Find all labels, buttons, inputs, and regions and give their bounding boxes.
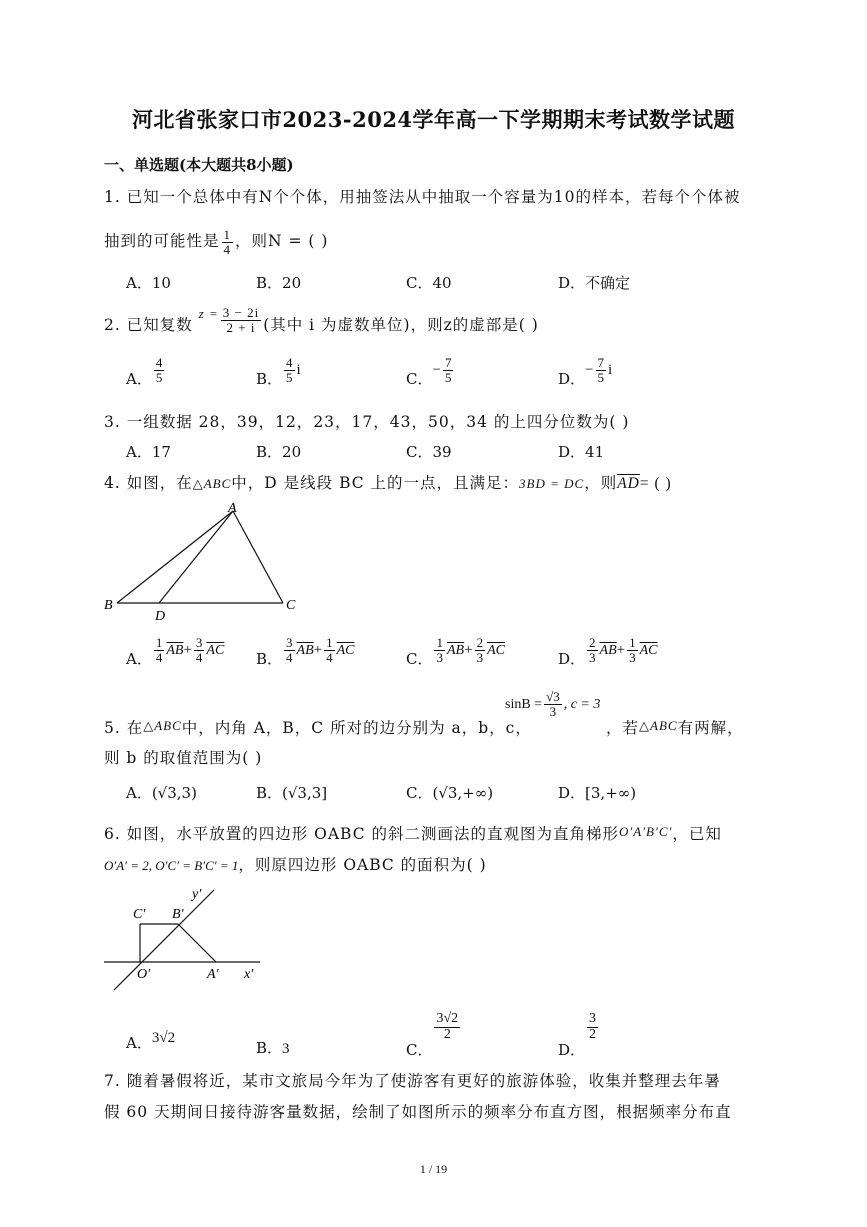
trapezoid-figure — [100, 880, 270, 995]
q2-option-a: A． $\frac{4}{5}$ — [126, 355, 163, 389]
q5-option-c: C．(√3,+∞) — [406, 784, 494, 802]
question-3: 3. 一组数据 28，39，12，23，17，43，50，34 的上四分位数为( ) — [104, 413, 630, 431]
vertex-label-d: D — [155, 609, 166, 624]
q4-option-a: A． $\frac{1}{4}$ $\overline{AB}+$ $\frac{3}{4}$ $\overline{AC}$ — [126, 635, 225, 669]
q6-option-b: B．3 — [256, 1039, 290, 1057]
q1-option-a: A．10 — [126, 274, 171, 292]
q5-option-b: B．(√3,3] — [256, 784, 328, 802]
q2-option-b: B． $\frac{4}{5}$ i — [256, 355, 301, 389]
q1-option-c: C．40 — [406, 274, 452, 292]
q6-option-a: A．3√2 — [126, 1030, 176, 1052]
vertex-label-a: A′ — [207, 967, 219, 982]
q3-option-b: B．20 — [256, 443, 302, 461]
vertex-label-c: C — [286, 598, 296, 613]
q2-option-d: D．− $\frac{7}{5}$ i — [558, 355, 613, 389]
triangle-figure — [100, 500, 310, 625]
q6-option-d: D． $\frac{3}{2}$ — [558, 1011, 597, 1060]
q1-option-b: B．20 — [256, 274, 302, 292]
question-5-line-1-end: ，若△ABC有两解， — [606, 718, 744, 737]
question-7-line-2: 假 60 天期间日接待游客量数据，绘制了如图所示的频率分布直方图，根据频率分布直 — [104, 1103, 732, 1121]
vertex-label-a: A — [228, 501, 237, 516]
axis-label-x: x′ — [244, 967, 254, 982]
q1-option-d: D．不确定 — [558, 274, 631, 292]
vertex-label-o: O′ — [137, 967, 151, 982]
question-6-line-2: O′A′ = 2, O′C′ = B′C′ = 1，则原四边形 OABC 的面积为( ) — [104, 856, 487, 874]
fraction: $\frac{1}{4}$ — [223, 227, 232, 257]
question-1-line-2: 抽到的可能性是 $\frac{1}{4}$ ，则N = ( ) — [104, 227, 329, 257]
question-5-line-2: 则 b 的取值范围为( ) — [104, 749, 263, 767]
q2-option-c: C．− $\frac{7}{5}$ — [406, 355, 452, 389]
q4-option-d: D． $\frac{2}{3}$ $\overline{AB}+$ $\frac{1}{3}$ $\overline{AC}$ — [558, 635, 658, 669]
question-7-line-1: 7. 随着暑假将近，某市文旅局今年为了使游客有更好的旅游体验，收集并整理去年暑 — [104, 1072, 721, 1090]
question-4: 4. 如图，在△ABC中，D 是线段 BC 上的一点，且满足：3BD = DC，则$\overline{AD}=$ ( ) — [104, 474, 672, 492]
q3-option-d: D．41 — [558, 443, 605, 461]
question-6-line-1: 6. 如图，水平放置的四边形 OABC 的斜二测画法的直观图为直角梯形O′A′B′C′，已知 — [104, 824, 722, 843]
question-5-line-1: 5. 在△ABC中，内角 A，B，C 所对的边分别为 a，b，c， — [104, 718, 532, 737]
q6-option-c: C． $\frac{3√2}{2}$ — [406, 1011, 459, 1060]
q5-option-a: A．(√3,3) — [126, 784, 197, 802]
q5-condition: sinB = $\frac{√3}{3}$ , c = 3 — [505, 689, 601, 719]
q5-option-d: D．[3,+∞) — [558, 784, 637, 802]
q3-option-c: C．39 — [406, 443, 452, 461]
axis-label-y: y′ — [192, 887, 202, 902]
fraction: $\frac{√3}{3}$ — [546, 689, 560, 719]
question-2: 2. 已知复数 $^{z =}$ $\frac{3 - 2i}{2 + i}$ (其中 i 为虚数单位)，则z的虚部是( ) — [104, 305, 539, 335]
q4-option-c: C． $\frac{1}{3}$ $\overline{AB}+$ $\frac{2}{3}$ $\overline{AC}$ — [406, 635, 505, 669]
q3-option-a: A．17 — [126, 443, 171, 461]
section-heading: 一、单选题(本大题共8小题) — [104, 156, 294, 174]
page-number: 1 / 19 — [419, 1162, 448, 1176]
vertex-label-b: B′ — [172, 907, 184, 922]
q4-option-b: B． $\frac{3}{4}$ $\overline{AB}+$ $\frac{1}{4}$ $\overline{AC}$ — [256, 635, 355, 669]
fraction: $\frac{3 - 2i}{2 + i}$ — [222, 305, 260, 335]
vertex-label-b: B — [104, 598, 113, 613]
vertex-label-c: C′ — [133, 907, 146, 922]
question-1-line-1: 1. 已知一个总体中有N个个体，用抽签法从中抽取一个容量为10的样本，若每个个体被 — [104, 188, 741, 206]
page-title: 河北省张家口市2023-2024学年高一下学期期末考试数学试题 — [131, 107, 736, 132]
